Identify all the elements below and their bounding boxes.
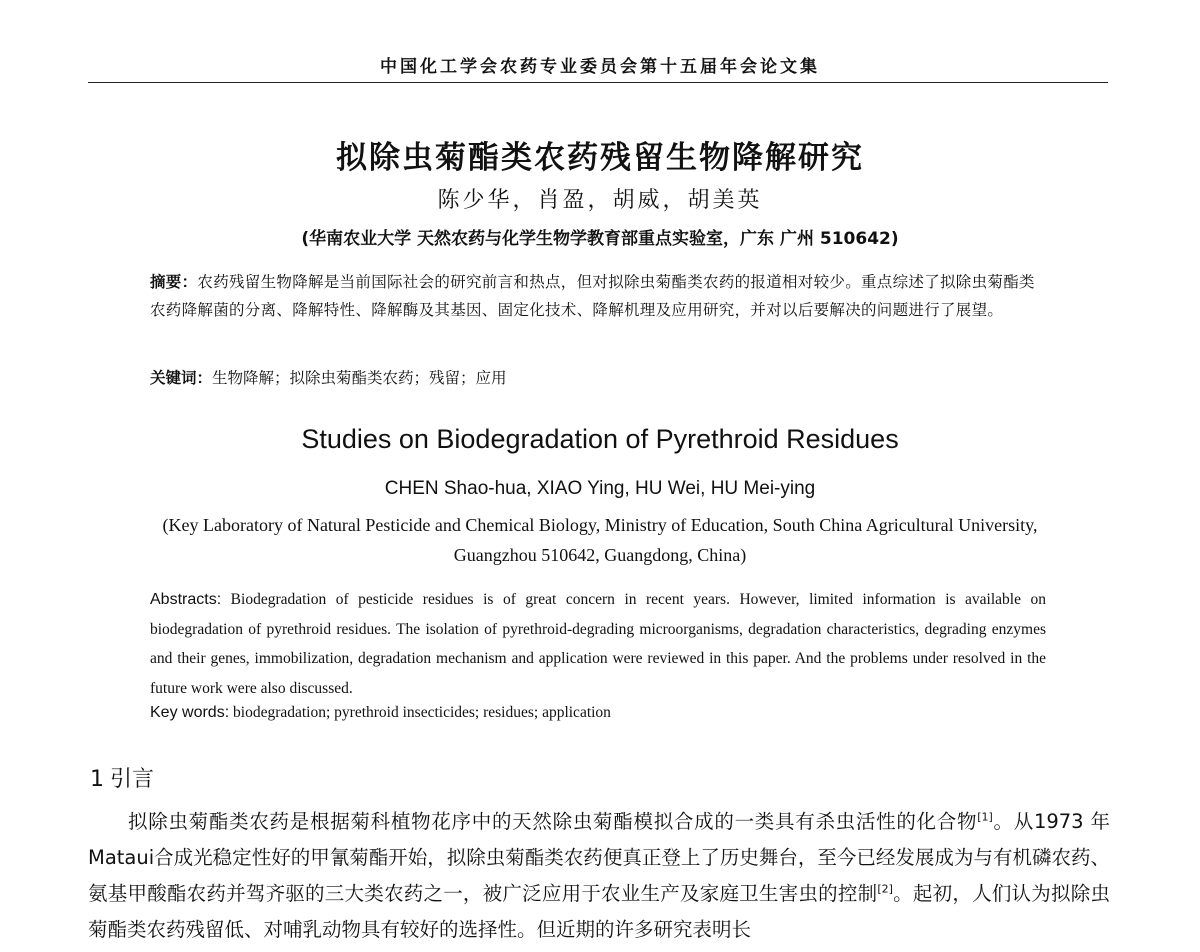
body-paragraph	[88, 804, 1110, 948]
en-title: Studies on Biodegradation of Pyrethroid Residues	[301, 424, 899, 454]
section-title: 引言	[110, 767, 155, 792]
body-text-part2: 。从1973 年Mataui合成光稳定性好的甲氰菊酯开始，拟除虫菊酯类农药便真正登上了历史舞台，至今已经发展成为与有机磷农药、氨基甲酸酯农药并驾齐驱的三大类农药之一，被广泛应用于农业生产及家庭卫生害虫的控制	[88, 810, 1110, 905]
en-affiliation: (Key Laboratory of Natural Pesticide and Chemical Biology, Ministry of Education, South China Agricultural University, Guangzhou 510642, Guangdong, China)	[162, 515, 1038, 565]
running-header: 中国化工学会农药专业委员会第十五届年会论文集	[380, 57, 820, 77]
en-abstract-label: Abstracts:	[150, 591, 222, 608]
cn-abstract-label: 摘要：	[150, 273, 198, 291]
en-authors: CHEN Shao-hua, XIAO Ying, HU Wei, HU Mei-ying	[384, 478, 816, 499]
section-number: 1	[90, 767, 104, 792]
header-rule	[88, 82, 1108, 83]
cn-title: 拟除虫菊酯类农药残留生物降解研究	[336, 140, 864, 176]
cn-keywords	[150, 366, 1050, 388]
en-keywords	[150, 704, 1050, 722]
cn-authors: 陈少华，肖盈，胡威，胡美英	[437, 188, 763, 213]
en-keywords-label: Key words:	[150, 704, 230, 721]
section-heading	[90, 762, 154, 793]
en-abstract-text: Biodegradation of pesticide residues is of great concern in recent years. However, limited information is available on biodegradation of pyrethroid residues. The isolation of pyrethroid-degrading microorganisms, degradation characteristics, degrading enzymes and their genes, immobilization, degradation mechanism and application were reviewed in this paper. And the problems under resolved in the future work were also discussed.	[150, 591, 1047, 697]
cn-keywords-label: 关键词：	[150, 369, 213, 387]
cn-abstract	[150, 268, 1050, 324]
body-text-part1: 拟除虫菊酯类农药是根据菊科植物花序中的天然除虫菊酯模拟合成的一类具有杀虫活性的化合物	[128, 810, 978, 833]
cn-affiliation: (华南农业大学 天然农药与化学生物学教育部重点实验室，广东 广州 510642)	[301, 229, 899, 249]
body-text-part3: 。起初，人们认为拟除虫菊酯类农药残留低、对哺乳动物具有较好的选择性。但近期的许多研究表明长	[88, 882, 1110, 941]
en-keywords-text: biodegradation; pyrethroid insecticides; residues; application	[233, 704, 611, 721]
citation-ref-1[interactable]: [1]	[977, 810, 993, 824]
cn-keywords-text: 生物降解；拟除虫菊酯类农药；残留；应用	[212, 369, 507, 387]
en-abstract	[150, 585, 1046, 703]
cn-abstract-text: 农药残留生物降解是当前国际社会的研究前言和热点，但对拟除虫菊酯类农药的报道相对较少。重点综述了拟除虫菊酯类农药降解菌的分离、降解特性、降解酶及其基因、固定化技术、降解机理及应用研究，并对以后要解决的问题进行了展望。	[150, 273, 1035, 319]
citation-ref-2[interactable]: [2]	[877, 882, 893, 896]
